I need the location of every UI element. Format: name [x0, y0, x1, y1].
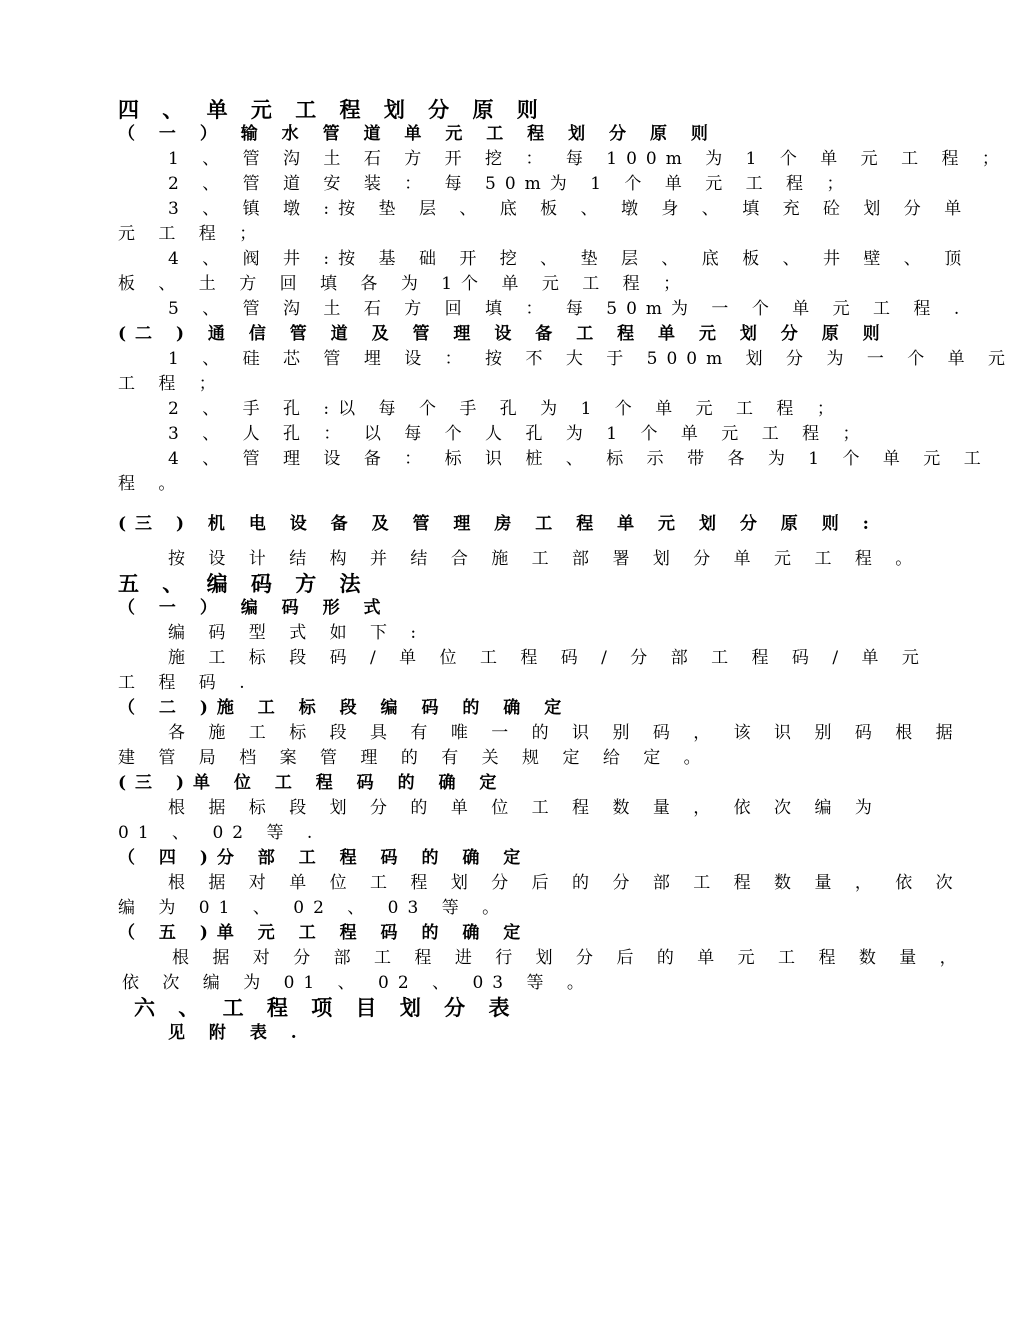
- section-4-1-item-4-line-1: 4 、 阀 井 :按 基 础 开 挖 、 垫 层 、 底 板 、 井 壁 、 顶: [168, 249, 971, 269]
- section-4-2-item-3: 3 、 人 孔 ： 以 每 个 人 孔 为 1 个 单 元 工 程 ；: [168, 424, 869, 444]
- section-4-2-item-1-line-2: 工 程 ；: [118, 374, 225, 394]
- section-4-1-item-3-line-2: 元 工 程 ；: [118, 224, 266, 244]
- section-5-3-body-line-1: 根 据 标 段 划 分 的 单 位 工 程 数 量 ， 依 次 编 为: [168, 798, 881, 818]
- section-4-1-item-5: 5 、 管 沟 土 石 方 回 填 ： 每 50m为 一 个 单 元 工 程 .: [168, 299, 969, 319]
- section-5-1-body-1: 编 码 型 式 如 下 :: [168, 623, 426, 643]
- section-4-1-heading: （ 一 ） 输 水 管 道 单 元 工 程 划 分 原 则: [118, 124, 717, 144]
- section-4-2-item-2: 2 、 手 孔 :以 每 个 手 孔 为 1 个 单 元 工 程 ；: [168, 399, 843, 419]
- section-5-3-heading: (三 )单 位 工 程 码 的 确 定: [118, 773, 506, 793]
- section-5-5-body-line-1: 根 据 对 分 部 工 程 进 行 划 分 后 的 单 元 工 程 数 量 ，: [172, 948, 966, 968]
- section-5-4-heading: （ 四 )分 部 工 程 码 的 确 定: [118, 848, 530, 868]
- section-5-2-heading: （ 二 )施 工 标 段 编 码 的 确 定: [118, 698, 571, 718]
- section-5-5-body-line-2: 依 次 编 为 01 、 02 、 03 等 。: [122, 973, 593, 993]
- section-4-1-item-3-line-1: 3 、 镇 墩 :按 垫 层 、 底 板 、 墩 身 、 填 充 砼 划 分 单: [168, 199, 971, 219]
- section-5-1-body-2-line-2: 工 程 码 .: [118, 673, 254, 693]
- section-4-2-item-1-line-1: 1 、 硅 芯 管 埋 设 ： 按 不 大 于 500m 划 分 为 一 个 单 元: [168, 349, 1014, 369]
- section-4-3-body: 按 设 计 结 构 并 结 合 施 工 部 署 划 分 单 元 工 程 。: [168, 549, 922, 569]
- section-5-1-body-2-line-1: 施 工 标 段 码 / 单 位 工 程 码 / 分 部 工 程 码 / 单 元: [168, 648, 928, 668]
- section-4-2-item-4-line-2: 程 。: [118, 474, 185, 494]
- section-4-3-heading: (三 ) 机 电 设 备 及 管 理 房 工 程 单 元 划 分 原 则 :: [118, 514, 878, 534]
- section-4-2-heading: (二 ) 通 信 管 道 及 管 理 设 备 工 程 单 元 划 分 原 则: [118, 324, 889, 344]
- section-5-5-heading: （ 五 )单 元 工 程 码 的 确 定: [118, 923, 530, 943]
- section-5-1-heading: （ 一 ） 编 码 形 式: [118, 598, 390, 618]
- section-4-1-item-1: 1 、 管 沟 土 石 方 开 挖 ： 每 100m 为 1 个 单 元 工 程 ；: [168, 149, 1008, 169]
- section-5-2-body-line-2: 建 管 局 档 案 管 理 的 有 关 规 定 给 定 。: [118, 748, 710, 768]
- section-4-2-item-4-line-1: 4 、 管 理 设 备 ： 标 识 桩 、 标 示 带 各 为 1 个 单 元 工: [168, 449, 990, 469]
- section-6-heading: 六 、 工 程 项 目 划 分 表: [134, 995, 518, 1020]
- section-5-4-body-line-1: 根 据 对 单 位 工 程 划 分 后 的 分 部 工 程 数 量 ， 依 次: [168, 873, 962, 893]
- section-4-1-item-2: 2 、 管 道 安 装 ： 每 50m为 1 个 单 元 工 程 ；: [168, 174, 853, 194]
- section-6-body: 见 附 表 .: [168, 1023, 306, 1043]
- section-4-1-item-4-line-2: 板 、 土 方 回 填 各 为 1个 单 元 工 程 ；: [118, 274, 690, 294]
- section-5-3-body-line-2: 01 、 02 等 .: [118, 823, 322, 843]
- section-5-4-body-line-2: 编 为 01 、 02 、 03 等 。: [118, 898, 509, 918]
- section-5-2-body-line-1: 各 施 工 标 段 具 有 唯 一 的 识 别 码 ， 该 识 别 码 根 据: [168, 723, 962, 743]
- section-5-heading: 五 、 编 码 方 法: [118, 571, 369, 596]
- section-4-heading: 四 、 单 元 工 程 划 分 原 则: [118, 97, 546, 122]
